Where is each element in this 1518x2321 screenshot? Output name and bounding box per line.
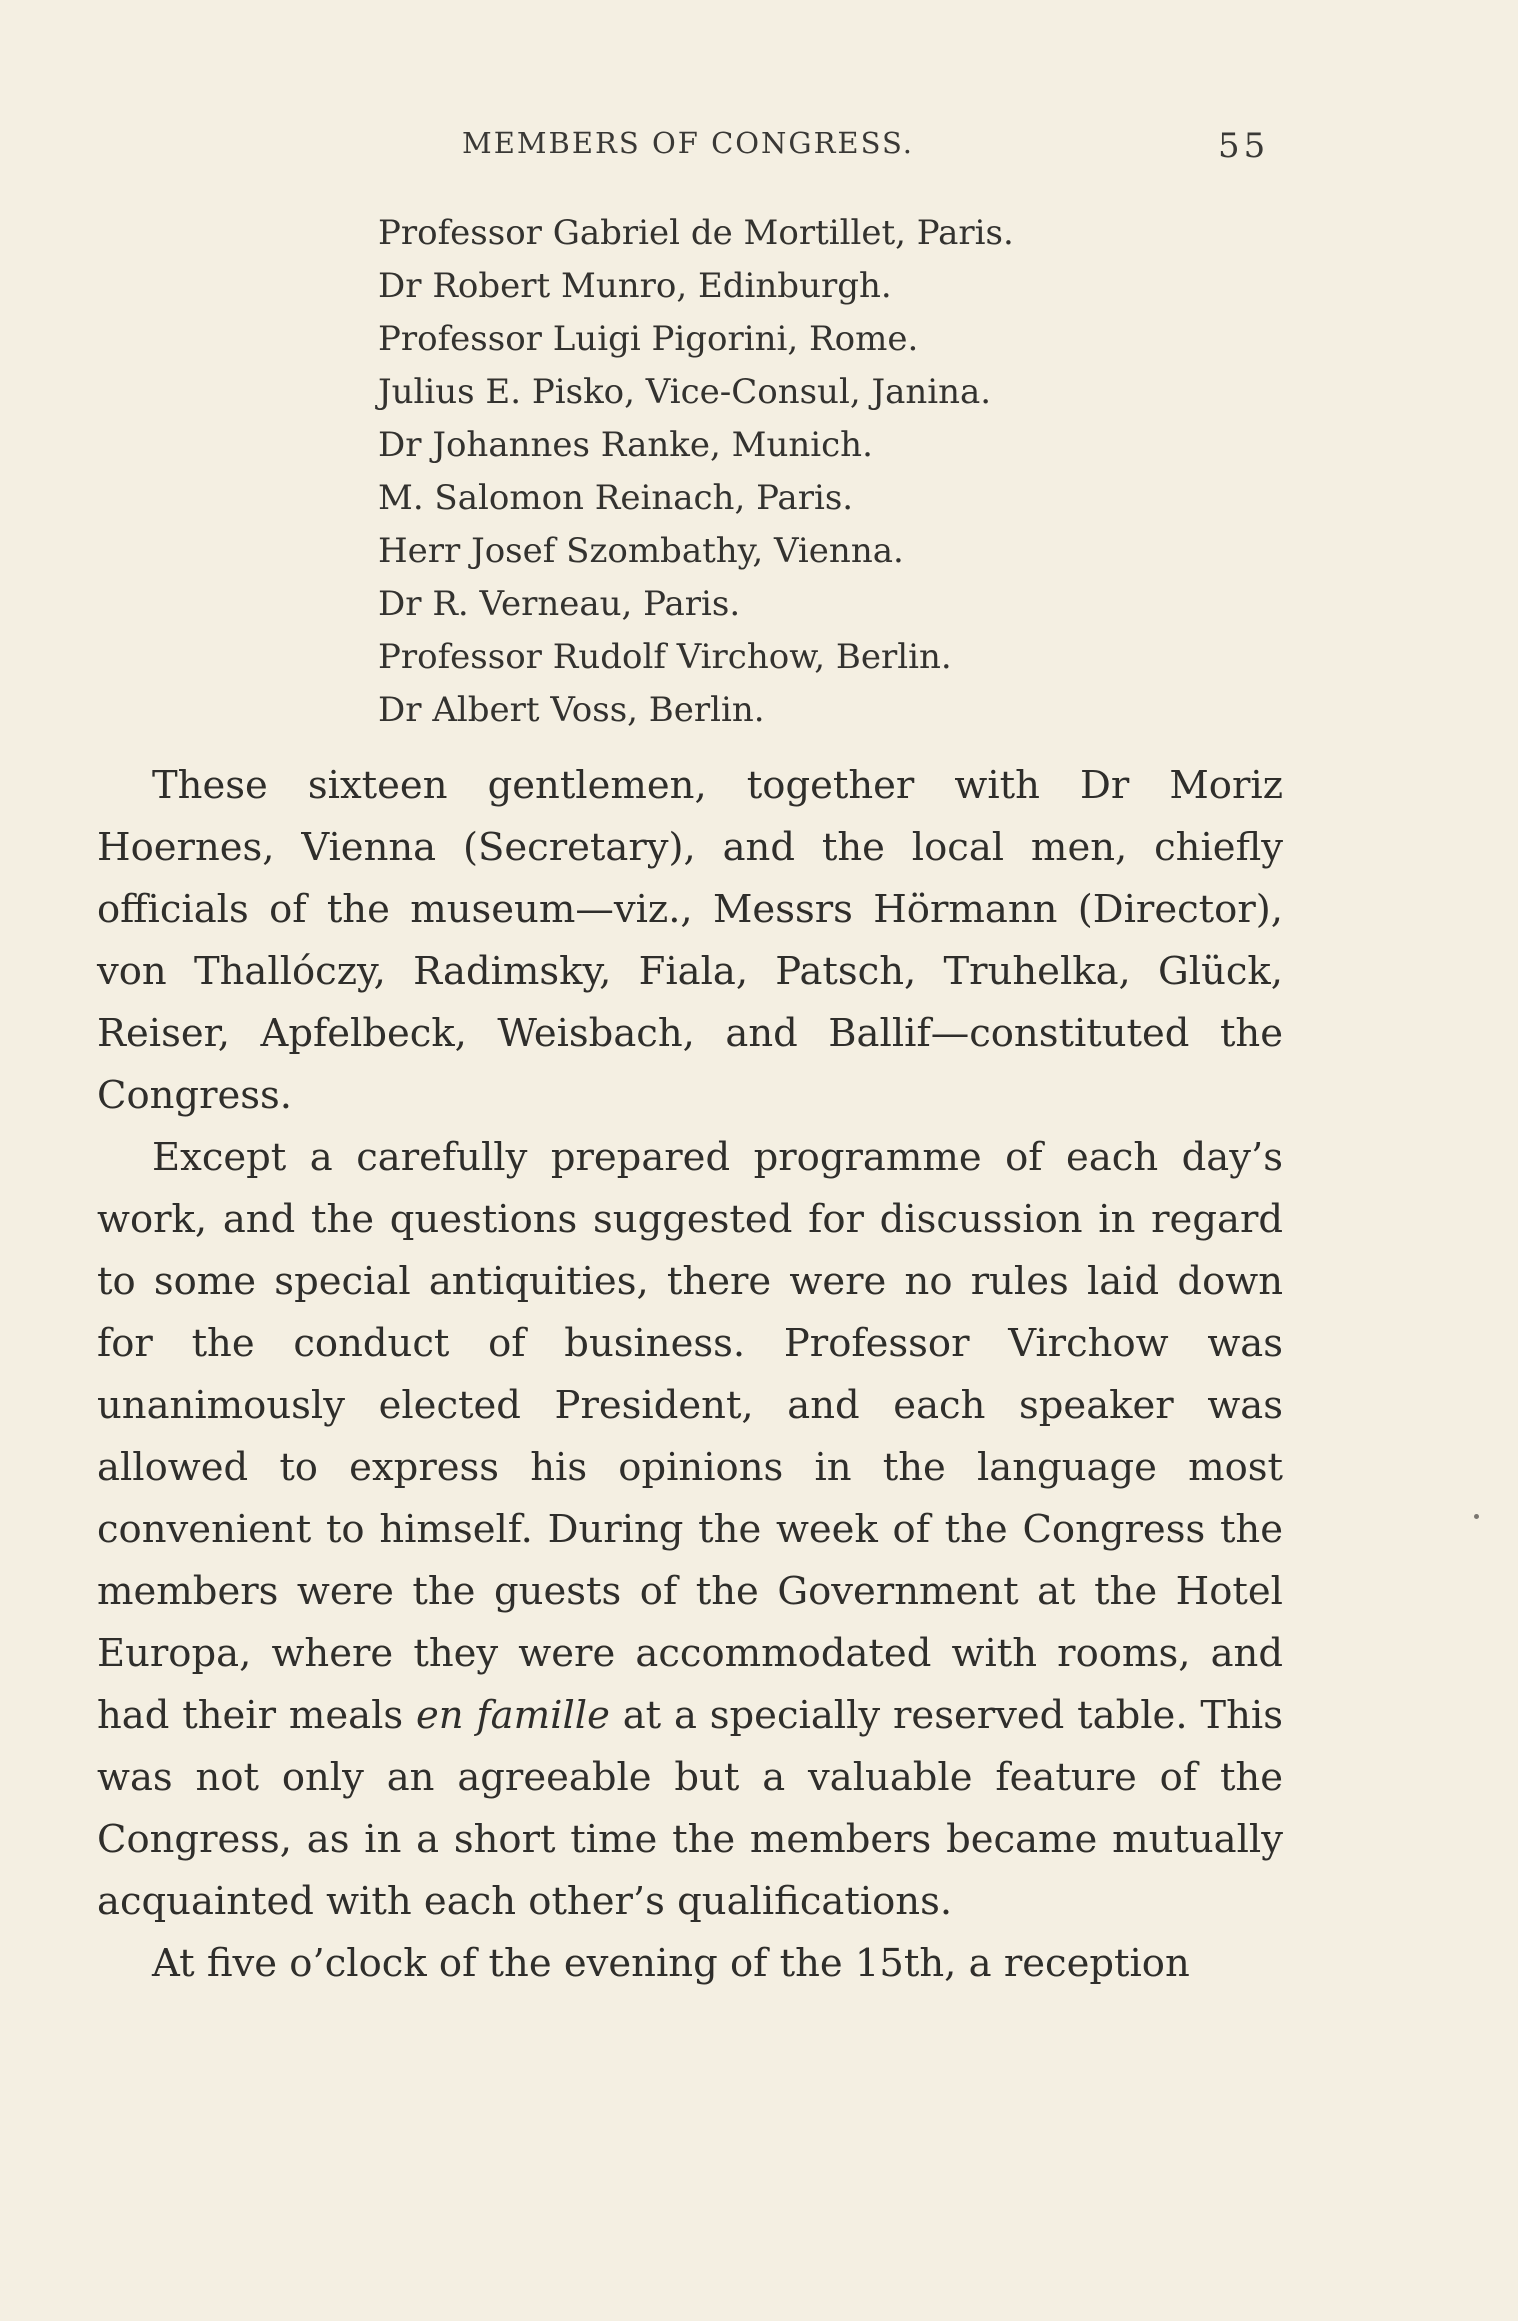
member-entry: M. Salomon Reinach, Paris. (378, 478, 854, 518)
member-entry: Dr Robert Munro, Edinburgh. (378, 266, 892, 306)
member-entry: Professor Rudolf Virchow, Berlin. (378, 637, 952, 677)
paragraph-text-before-italic: Except a carefully prepared programme of each day’s work, and the questions suggested for discussion in regard to some special antiquities, there were no rules laid down for the conduct of business. Professor Virchow was unanimously elected President, and each speaker was allowed to express his opinions in the language most convenient to himself. During the week of the Congress the members were the guests of the Government at the Hotel Europa, where they were accommodated with rooms, and had their meals (97, 1135, 1283, 1738)
paragraph-text-after-italic: at a specially reserved table. This was not only an agreeable but a valuable feature of the Congress, as in a short time the members became mutually acquainted with each other’s qualifications. (97, 1693, 1283, 1924)
running-head (0, 126, 1518, 176)
member-entry: Herr Josef Szombathy, Vienna. (378, 531, 904, 571)
italic-phrase: en famille (416, 1693, 610, 1738)
member-entry: Professor Luigi Pigorini, Rome. (378, 319, 919, 359)
member-entry: Professor Gabriel de Mortillet, Paris. (378, 213, 1014, 253)
page-number: 55 (1218, 126, 1270, 166)
member-entry: Dr Albert Voss, Berlin. (378, 690, 765, 730)
margin-speck (1474, 1514, 1479, 1519)
member-entry: Julius E. Pisko, Vice-Consul, Janina. (378, 372, 992, 412)
members-list (378, 207, 1138, 737)
member-entry: Dr R. Verneau, Paris. (378, 584, 741, 624)
paragraph-congress-members: These sixteen gentlemen, together with Dr Moriz Hoernes, Vienna (Secretary), and the local men, chiefly officials of the museum—viz., Messrs Hörmann (Director), von Thallóczy, Radimsky, Fiala, Patsch, Truhelka, Glück, Reiser, Apfelbeck, Weisbach, and Ballif—constituted the Congress. (97, 763, 1283, 1118)
member-entry: Dr Johannes Ranke, Munich. (378, 425, 873, 465)
body-text (97, 755, 1283, 1995)
paragraph-congress-business (97, 1127, 1283, 1933)
paragraph-reception: At five o’clock of the evening of the 15th, a reception (152, 1941, 1190, 1986)
running-title: MEMBERS OF CONGRESS. (462, 126, 914, 160)
